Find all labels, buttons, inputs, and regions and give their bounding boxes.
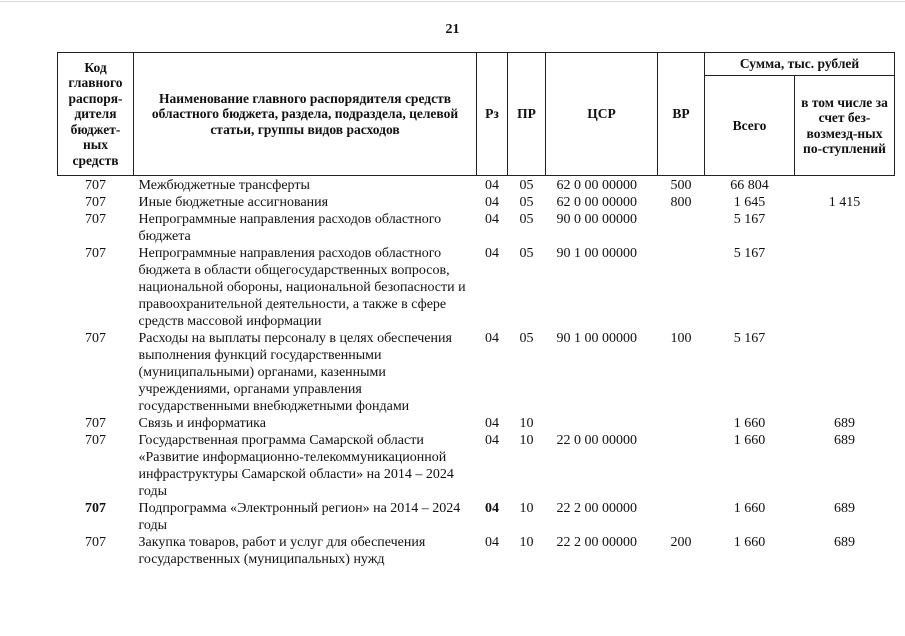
header-csr: ЦСР: [546, 53, 658, 176]
cell-csr: 22 0 00 00000: [556, 433, 637, 448]
top-border-line: [0, 1, 905, 2]
cell-rz: 04: [485, 212, 499, 227]
cell-pr: 05: [519, 212, 534, 227]
table-row: [58, 534, 895, 568]
cell-pr: 05: [519, 195, 534, 210]
cell-code: 707: [85, 178, 106, 193]
cell-pr: 05: [519, 331, 534, 346]
cell-pr: 10: [519, 535, 534, 550]
cell-total: 5 167: [733, 246, 766, 261]
cell-vr: 800: [670, 195, 692, 210]
cell-vr: [658, 211, 705, 245]
cell-name: Государственная программа Самарской области «Развитие информационно-телекоммуникационной инфраструктуры Самарской области» на 2014 – 2024 годы: [138, 433, 454, 499]
cell-total: 66 804: [730, 178, 769, 193]
cell-rz: 04: [485, 331, 499, 346]
cell-name: Связь и информатика: [138, 416, 266, 431]
table-row: [58, 194, 895, 211]
table-body: [58, 176, 895, 569]
table-row: [58, 211, 895, 245]
header-vr: ВР: [658, 53, 705, 176]
budget-table: [57, 52, 895, 568]
table-row: [58, 330, 895, 415]
cell-incl: [795, 330, 895, 415]
cell-vr: [658, 432, 705, 500]
cell-rz: 04: [485, 501, 499, 516]
cell-code: 707: [85, 246, 106, 261]
cell-code: 707: [85, 195, 106, 210]
table-header: [58, 53, 895, 176]
cell-csr: 90 1 00 00000: [556, 246, 637, 261]
cell-rz: 04: [485, 178, 499, 193]
table-row: [58, 432, 895, 500]
cell-rz: 04: [485, 433, 499, 448]
cell-rz: 04: [485, 535, 499, 550]
cell-rz: 04: [485, 246, 499, 261]
cell-name: Расходы на выплаты персоналу в целях обеспечения выполнения функций государственными (муниципальными) органами, казенными учреждениями, органами управления государственными внебюджетными фондами: [138, 331, 452, 414]
cell-incl: 689: [834, 416, 855, 431]
header-sum: Сумма, тыс. рублей: [705, 53, 895, 76]
cell-incl: 689: [834, 433, 855, 448]
cell-vr: [658, 245, 705, 330]
cell-name: Подпрограмма «Электронный регион» на 2014 – 2024 годы: [138, 501, 461, 533]
cell-pr: 05: [519, 246, 534, 261]
page-number: 21: [445, 22, 460, 37]
cell-vr: 200: [670, 535, 692, 550]
cell-pr: 10: [519, 433, 534, 448]
cell-csr: 62 0 00 00000: [556, 195, 637, 210]
cell-incl: [795, 245, 895, 330]
cell-csr: 90 1 00 00000: [556, 331, 637, 346]
cell-rz: 04: [485, 416, 499, 431]
cell-vr: [658, 415, 705, 432]
cell-incl: 689: [834, 501, 855, 516]
header-name: Наименование главного распорядителя средств областного бюджета, раздела, подраздела, целевой статьи, группы видов расходов: [134, 53, 477, 176]
cell-csr: 22 2 00 00000: [556, 535, 637, 550]
cell-csr: 62 0 00 00000: [556, 178, 637, 193]
cell-code: 707: [85, 331, 106, 346]
cell-total: 1 660: [733, 501, 766, 516]
cell-incl: 1 415: [828, 195, 861, 210]
cell-pr: 10: [519, 416, 534, 431]
table-row: [58, 500, 895, 534]
cell-total: 1 660: [733, 433, 766, 448]
cell-code: 707: [85, 433, 106, 448]
cell-csr: 22 2 00 00000: [556, 501, 637, 516]
cell-incl: [795, 211, 895, 245]
cell-code: 707: [85, 535, 106, 550]
cell-rz: 04: [485, 195, 499, 210]
cell-vr: 500: [670, 178, 692, 193]
cell-csr: 90 0 00 00000: [556, 212, 637, 227]
cell-code: 707: [85, 416, 106, 431]
cell-code: 707: [85, 501, 106, 516]
cell-code: 707: [85, 212, 106, 227]
table-row: [58, 176, 895, 195]
header-rz: Рз: [477, 53, 508, 176]
cell-name: Непрограммные направления расходов областного бюджета: [138, 212, 442, 244]
cell-vr: 100: [670, 331, 692, 346]
cell-name: Непрограммные направления расходов областного бюджета в области общегосударственных вопросов, национальной обороны, национальной безопасности и правоохранительной деятельности, а также в сфере средств массовой информации: [138, 246, 466, 329]
cell-csr: [546, 415, 658, 432]
cell-incl: [795, 176, 895, 195]
header-total: Всего: [705, 76, 795, 176]
cell-name: Межбюджетные трансферты: [138, 178, 310, 193]
cell-vr: [658, 500, 705, 534]
cell-total: 5 167: [733, 331, 766, 346]
header-incl: в том числе за счет без-возмезд-ных по-ступлений: [795, 76, 895, 176]
cell-total: 1 645: [733, 195, 766, 210]
header-pr: ПР: [508, 53, 546, 176]
cell-total: 1 660: [733, 416, 766, 431]
cell-pr: 10: [519, 501, 534, 516]
table-row: [58, 415, 895, 432]
cell-pr: 05: [519, 178, 534, 193]
cell-incl: 689: [834, 535, 855, 550]
cell-name: Иные бюджетные ассигнования: [138, 195, 329, 210]
header-code: Код главного распоря-дителя бюджет-ных средств: [58, 53, 134, 176]
table-row: [58, 245, 895, 330]
cell-total: 5 167: [733, 212, 766, 227]
cell-name: Закупка товаров, работ и услуг для обеспечения государственных (муниципальных) нужд: [138, 535, 426, 567]
cell-total: 1 660: [733, 535, 766, 550]
